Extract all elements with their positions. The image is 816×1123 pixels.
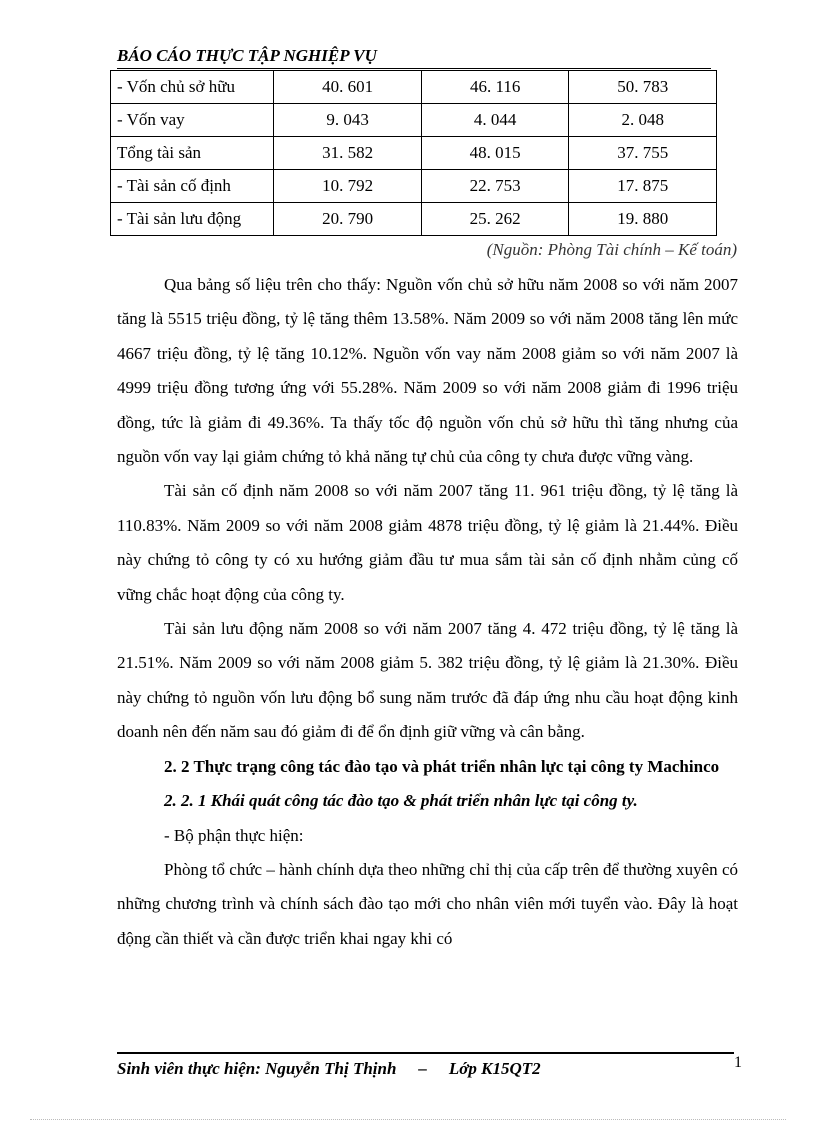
paragraph-fixed-assets: Tài sản cố định năm 2008 so với năm 2007 tăng 11. 961 triệu đồng, tỷ lệ tăng là 110.83%. Năm 2009 so với năm 2008 giảm 4878 triệu đồng, tỷ lệ giảm là 21.44%. Điều này chứng tỏ công ty có xu hướng giảm đầu tư mua sắm tài sản cố định nhằm củng cố vững chắc hoạt động của công ty. — [117, 481, 738, 604]
cell-2009: 19. 880 — [569, 203, 717, 236]
paragraph-current-assets: Tài sản lưu động năm 2008 so với năm 2007 tăng 4. 472 triệu đồng, tỷ lệ tăng là 21.51%. Năm 2009 so với năm 2008 giảm 5. 382 triệu đồng, tỷ lệ giảm là 21.30%. Điều này chứng tỏ nguồn vốn lưu động bổ sung năm trước đã đáp ứng nhu cầu hoạt động kinh doanh nên đến năm sau đó giảm đi để ổn định giữ vững và cân bằng. — [117, 619, 738, 742]
capital-assets-table — [110, 70, 717, 236]
cell-2008: 4. 044 — [421, 104, 569, 137]
table-row — [111, 170, 717, 203]
cell-2009: 37. 755 — [569, 137, 717, 170]
header-title: BÁO CÁO THỰC TẬP NGHIỆP VỤ — [117, 46, 377, 65]
cell-2008: 25. 262 — [421, 203, 569, 236]
cell-2008: 22. 753 — [421, 170, 569, 203]
cell-2007: 20. 790 — [274, 203, 422, 236]
body-text — [117, 268, 738, 956]
table-row — [111, 137, 717, 170]
page-number: 1 — [734, 1054, 742, 1071]
cell-2008: 48. 015 — [421, 137, 569, 170]
row-label: Tổng tài sản — [111, 137, 274, 170]
cell-2007: 31. 582 — [274, 137, 422, 170]
page-bottom-divider — [30, 1119, 786, 1120]
table-source-note: (Nguồn: Phòng Tài chính – Kế toán) — [486, 240, 737, 259]
cell-2007: 10. 792 — [274, 170, 422, 203]
paragraph-department: - Bộ phận thực hiện: — [164, 825, 304, 845]
cell-2008: 46. 116 — [421, 71, 569, 104]
cell-2007: 40. 601 — [274, 71, 422, 104]
table-row — [111, 71, 717, 104]
row-label: - Tài sản lưu động — [111, 203, 274, 236]
cell-2009: 50. 783 — [569, 71, 717, 104]
subsection-heading: 2. 2. 1 Khái quát công tác đào tạo & phát triển nhân lực tại công ty. — [164, 791, 638, 811]
page-footer — [117, 1058, 717, 1080]
paragraph-hr-office: Phòng tổ chức – hành chính dựa theo những chỉ thị của cấp trên để thường xuyên có những chương trình và chính sách đào tạo mới cho nhân viên mới tuyển vào. Đây là hoạt động cần thiết và cần được triển khai ngay khi có — [117, 859, 738, 948]
section-heading: 2. 2 Thực trạng công tác đào tạo và phát triển nhân lực tại công ty Machinco — [164, 756, 720, 776]
cell-2007: 9. 043 — [274, 104, 422, 137]
cell-2009: 2. 048 — [569, 104, 717, 137]
page-header — [117, 46, 711, 69]
row-label: - Vốn vay — [111, 104, 274, 137]
footer-student: Sinh viên thực hiện: Nguyễn Thị Thịnh — [117, 1059, 397, 1078]
row-label: - Tài sản cố định — [111, 170, 274, 203]
paragraph-capital: Qua bảng số liệu trên cho thấy: Nguồn vốn chủ sở hữu năm 2008 so với năm 2007 tăng là 5515 triệu đồng, tỷ lệ tăng thêm 13.58%. Năm 2009 so với năm 2008 tăng lên mức 4667 triệu đồng, tỷ lệ tăng 10.12%. Nguồn vốn vay năm 2008 giảm so với năm 2007 là 4999 triệu đồng tương ứng với 55.28%. Năm 2009 so với năm 2008 giảm đi 1996 triệu đồng, tức là giảm đi 49.36%. Ta thấy tốc độ nguồn vốn chủ sở hữu thì tăng nhưng của nguồn vốn vay lại giảm chứng tỏ khả năng tự chủ của công ty chưa được vững vàng. — [117, 275, 738, 467]
table-row — [111, 203, 717, 236]
footer-separator: – — [418, 1059, 427, 1078]
footer-divider — [117, 1052, 734, 1054]
table-row — [111, 104, 717, 137]
cell-2009: 17. 875 — [569, 170, 717, 203]
footer-class: Lớp K15QT2 — [448, 1059, 541, 1078]
row-label: - Vốn chủ sở hữu — [111, 71, 274, 104]
